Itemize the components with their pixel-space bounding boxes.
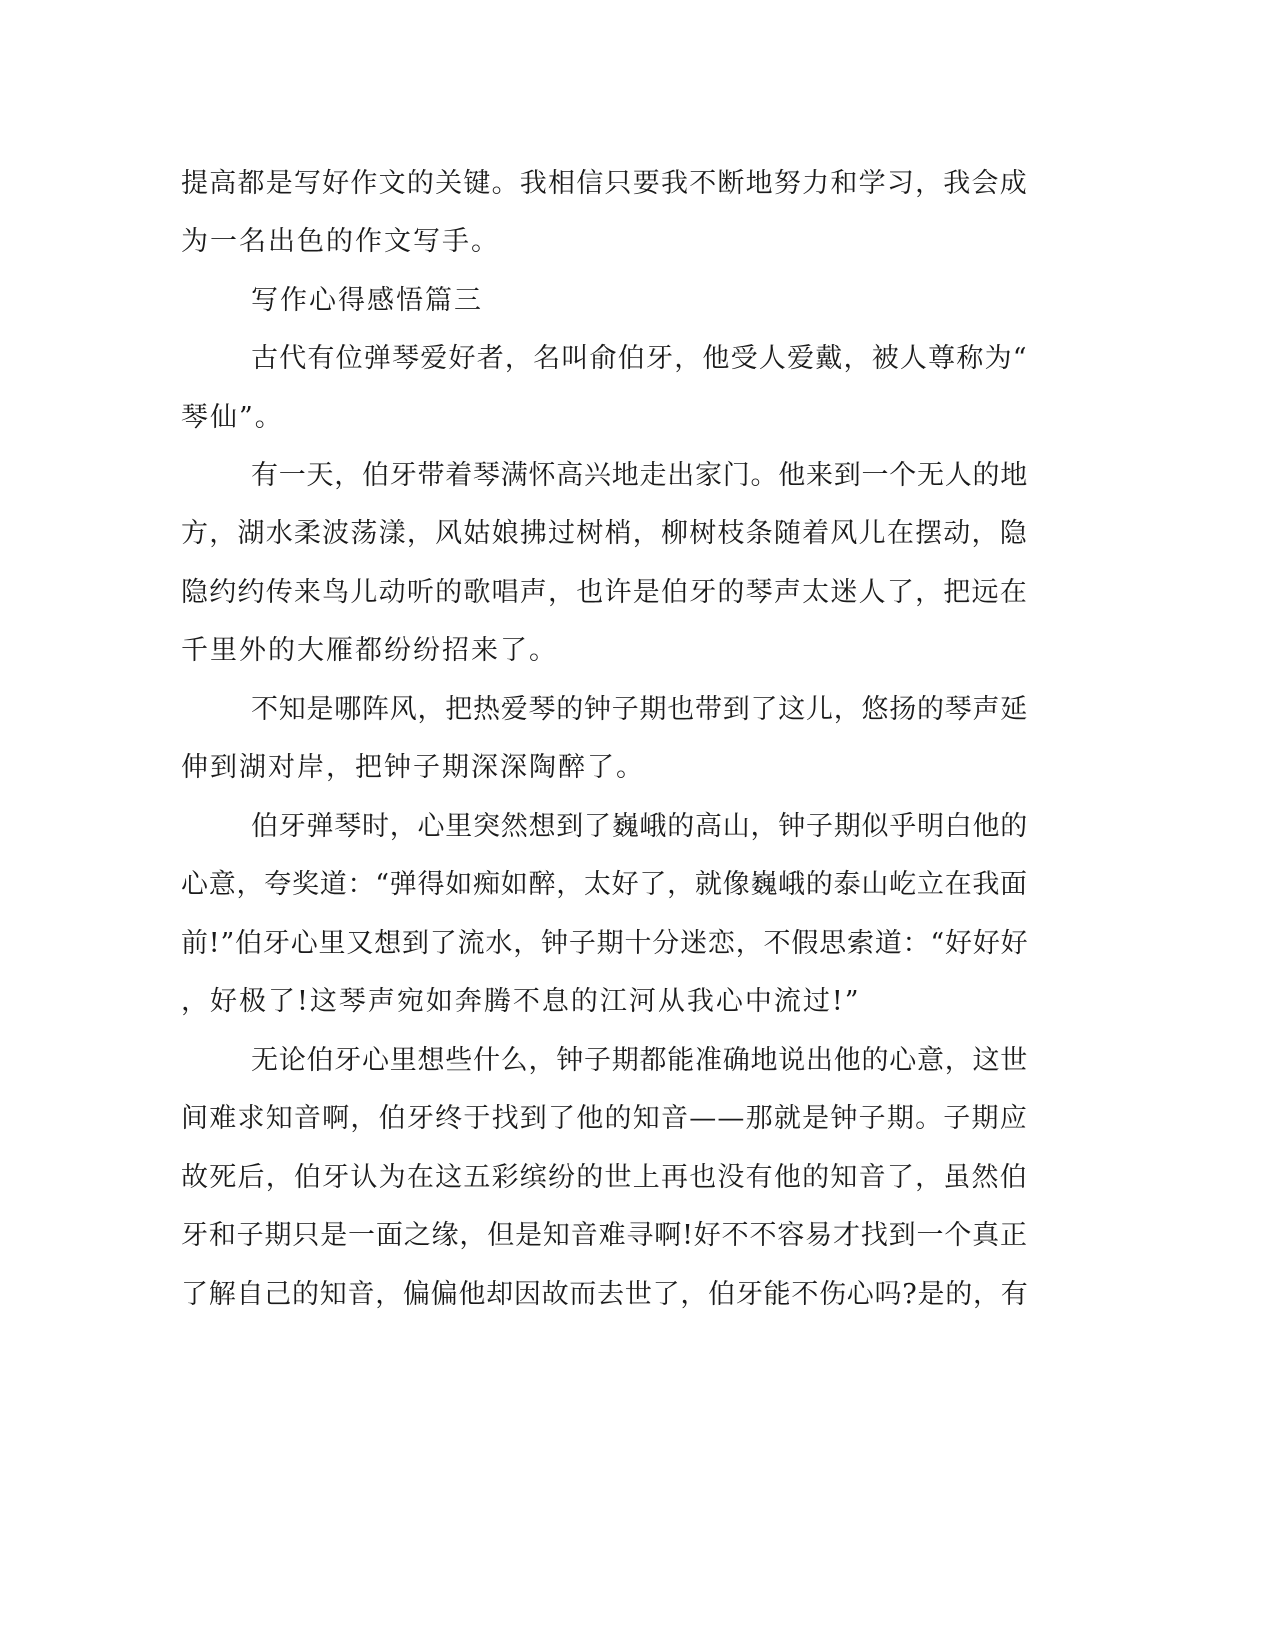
text-line: ，好极了!这琴声宛如奔腾不息的江河从我心中流过!” xyxy=(181,986,861,1017)
text-line: 不知是哪阵风，把热爱琴的钟子期也带到了这儿，悠扬的琴声延 xyxy=(251,694,1028,725)
text-line: 心意，夸奖道：“弹得如痴如醉，太好了，就像巍峨的泰山屹立在我面 xyxy=(181,869,1028,900)
text-line: 古代有位弹琴爱好者，名叫俞伯牙，他受人爱戴，被人尊称为“ xyxy=(251,343,1028,374)
text-line: 间难求知音啊，伯牙终于找到了他的知音——那就是钟子期。子期应 xyxy=(181,1103,1028,1134)
text-line: 了解自己的知音，偏偏他却因故而去世了，伯牙能不伤心吗?是的，有 xyxy=(181,1279,1029,1310)
text-line: 有一天，伯牙带着琴满怀高兴地走出家门。他来到一个无人的地 xyxy=(251,460,1028,491)
text-line: 提高都是写好作文的关键。我相信只要我不断地努力和学习，我会成 xyxy=(181,168,1028,199)
text-line: 琴仙”。 xyxy=(181,402,284,433)
text-line: 为一名出色的作文写手。 xyxy=(181,226,500,257)
text-line: 无论伯牙心里想些什么，钟子期都能准确地说出他的心意，这世 xyxy=(251,1045,1028,1076)
text-line: 千里外的大雁都纷纷招来了。 xyxy=(181,635,558,666)
text-line: 牙和子期只是一面之缘，但是知音难寻啊!好不不容易才找到一个真正 xyxy=(181,1220,1028,1251)
text-line: 隐约约传来鸟儿动听的歌唱声，也许是伯牙的琴声太迷人了，把远在 xyxy=(181,577,1028,608)
text-line: 故死后，伯牙认为在这五彩缤纷的世上再也没有他的知音了，虽然伯 xyxy=(181,1162,1028,1193)
text-line: 方，湖水柔波荡漾，风姑娘拂过树梢，柳树枝条随着风儿在摆动，隐 xyxy=(181,518,1028,549)
text-line: 前!”伯牙心里又想到了流水，钟子期十分迷恋，不假思索道：“好好好 xyxy=(181,928,1029,959)
text-line: 伸到湖对岸，把钟子期深深陶醉了。 xyxy=(181,752,645,783)
section-heading: 写作心得感悟篇三 xyxy=(251,285,483,316)
text-line: 伯牙弹琴时，心里突然想到了巍峨的高山，钟子期似乎明白他的 xyxy=(251,811,1028,842)
